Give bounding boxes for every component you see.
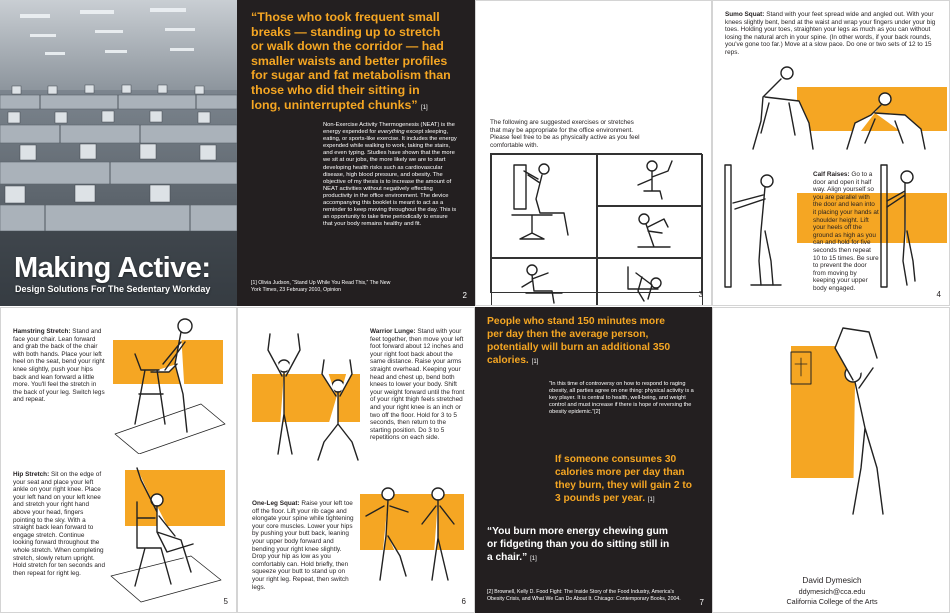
hip-stretch-instructions: Sit on the edge of your seat and place your left ankle on your right knee. Place your left hand on your left knee and stretch your right hand above your head, fingers pointing to the sky. With a straight back lean forward to engage stretch. Continue looking forward throughout the whole stretch. When completing stretch, slowly return upright. Hold stretch for ten seconds and then repeat for right leg. [13, 471, 106, 577]
grid-cell-arm-stretch [597, 154, 703, 206]
hamstring-stretch-text [13, 328, 105, 404]
exercise-illustration-grid [490, 153, 702, 293]
warrior-lunge-instructions: Stand with your feet together, then move your left foot forward about 12 inches and your right foot back about the same distance. Raise your arms straight overhead. Keeping your head and chest up, bend both knees to lower your body. Shift your weight forward until the front of your right thigh feels stretched and your right knee is an inch or two off the floor. Hold for 3 to 5 seconds, then return to the starting position. Do 3 to 5 repetitions on each side. [370, 328, 465, 442]
page-number: 4 [936, 290, 941, 299]
calf-raises-instructions: Go to a door and open it half way. Align yourself so you are parallel with the door and lean into it placing your hands at shoulder height. Lift your heels off the ground as high as you can and hold for five seconds then repeat 10 to 15 times. Be sure to prevent the door from moving by keeping your upper body engaged. [813, 171, 879, 292]
calorie-fact-quote [555, 453, 695, 507]
page-number: 3 [698, 290, 703, 299]
author-school: California College of the Arts [786, 597, 878, 606]
fidgeting-fact-ref: [1] [530, 556, 537, 562]
author-name: David Dymesich [802, 576, 862, 585]
calorie-fact-text: If someone consumes 30 calories more per day than they burn, they will gain 2 to 3 pounds per year. [555, 454, 692, 504]
standing-fact-ref: [1] [531, 359, 539, 365]
warrior-lunge-figures [248, 314, 368, 464]
neck-stretch-figure [598, 207, 702, 252]
one-leg-squat-title: One-Leg Squat: [252, 500, 300, 507]
sumo-squat-figures [725, 63, 939, 153]
page-number: 5 [223, 597, 228, 606]
sumo-calf-page [712, 0, 950, 306]
seated-twist-figure [492, 259, 596, 304]
one-leg-squat-text [252, 500, 354, 591]
facts-footnote: [2] Brownell, Kelly D. Food Fight: The Inside Story of the Food Industry, America's Obesity Crisis, and What We Can Do About It. Chicago: Contemporary Books, 2004. [487, 589, 681, 602]
exercises-intro-text: The following are suggested exercises or stretches that may be appropriate for the office environment. Please feel free to be as physically active as you feel comfortable with. [490, 119, 640, 149]
cover-subtitle: Design Solutions For The Sedentary Workday [15, 284, 211, 294]
hamstring-stretch-title: Hamstring Stretch: [13, 328, 71, 335]
author-email: ddymesich@cca.edu [798, 587, 866, 596]
forward-bend-figure [598, 259, 702, 304]
intro-body-rest: except sleeping, eating, or sports-like exercise. It includes the energy expended while walking to work, taking the stairs, and even typing. Studies have shown that the more we sit at our jobs, the more likely we are to start developing health risks such as cardiovascular disease, high blood pressure, and obesity. The objective of my thesis is to increase the amount of NEAT activities without negatively effecting productivity in the office environment. The device accompanying this booklet is meant to act as a reminder to keep moving throughout the day. This is an opportunity to take time periodically to ensure that your body remains healthy and fit. [323, 129, 457, 228]
sumo-squat-instructions: Stand with your feet spread wide and angled out. With your knees slightly bent, bend at the waist and wrap your fingers under your big toes. Holding your toes, straighten your legs as much as you can without losing the natural arch in your spine. (In other words, if your back rounds, you've gone too far.) Move at a slow pace. Do one or two sets of 12 to 15 reps. [725, 11, 936, 56]
seated-back-stretch-figure [492, 155, 596, 245]
calorie-fact-ref: [1] [647, 497, 655, 503]
calf-raise-figure-door [873, 161, 943, 291]
hip-stretch-title: Hip Stretch: [13, 471, 50, 478]
grid-cell-neck-stretch [597, 206, 703, 258]
one-leg-squat-instructions: Raise your left toe off the floor. Lift your rib cage and elongate your spine while tightening your core muscles. Lower your hips by pushing your butt back, leaning your upper body forward and bending your right knee slightly. Drop your hip as low as you comfortably can. Hold briefly, then squeeze your butt to stand up on your right leg. Repeat, then switch legs. [252, 500, 354, 591]
hamstring-stretch-instructions: Stand and face your chair. Lean forward and grab the back of the chair with both hands. Place your left heel on the seat, bend your right knee slightly, push your hips back and lean forward a little more. You'll feel the stretch in the back of your leg. Switch legs and repeat. [13, 328, 105, 404]
calf-raises-text [813, 171, 879, 293]
intro-body-text [323, 122, 457, 228]
intro-quote-ref: [1] [421, 104, 428, 111]
side-stretch-figure [773, 318, 913, 518]
facts-page [475, 307, 712, 613]
hamstring-hip-page [0, 307, 237, 613]
grid-cell-back-stretch [491, 154, 597, 258]
arm-stretch-figure [598, 155, 702, 200]
intro-pull-quote [251, 10, 451, 115]
cover-title: Making Active: [14, 252, 211, 284]
lunge-squat-page [237, 307, 475, 613]
sumo-squat-title: Sumo Squat: [725, 11, 765, 18]
page-number: 2 [462, 291, 467, 300]
hip-stretch-figure [101, 456, 231, 606]
fidgeting-fact-quote [487, 525, 673, 566]
fidgeting-fact-text: “You burn more energy chewing gum or fidgeting than you do sitting still in a chair.” [487, 526, 670, 563]
standing-fact-text: People who stand 150 minutes more per day then the average person, potentially will burn an additional 350 calories. [487, 316, 671, 366]
intro-body-emphasis: everything [377, 129, 405, 136]
standing-fact-quote [487, 315, 677, 369]
back-cover-page [712, 307, 950, 613]
intro-footnote: [1] Olivia Judson, “Stand Up While You Read This,” The New York Times, 23 February 2010, Opinion [251, 280, 391, 293]
grid-cell-forward-bend [597, 258, 703, 306]
sumo-squat-text [725, 11, 939, 57]
one-leg-squat-figures [358, 476, 468, 586]
page-number: 7 [699, 598, 704, 607]
page-number: 6 [461, 597, 466, 606]
intro-quote-text: “Those who took frequent small breaks — standing up to stretch or walk down the corridor — had smaller waists and better profiles for sugar and fat metabolism than those who did their sitting in long, uninterrupted chunks” [251, 10, 451, 112]
calf-raise-figures [721, 161, 807, 291]
warrior-lunge-text [370, 328, 466, 442]
intro-body-lead: Non-Exercise Activity Thermogenesis (NEAT) is the energy expended for [323, 122, 455, 136]
hamstring-stretch-figure [105, 314, 235, 454]
intro-page [237, 0, 475, 306]
hip-stretch-text [13, 471, 105, 577]
cover-page [0, 0, 237, 306]
grid-cell-seated-twist [491, 258, 597, 306]
obesity-quote-text: “In this time of controversy on how to respond to raging obesity, all parties agree on one thing: physical activity is a key player. It is central to health, well-being, and weight control and must increase if there is hope of reversing the obesity epidemic.”[2] [549, 381, 694, 415]
calf-raises-title: Calf Raises: [813, 171, 850, 178]
exercises-overview-page [475, 0, 712, 306]
warrior-lunge-title: Warrior Lunge: [370, 328, 416, 335]
